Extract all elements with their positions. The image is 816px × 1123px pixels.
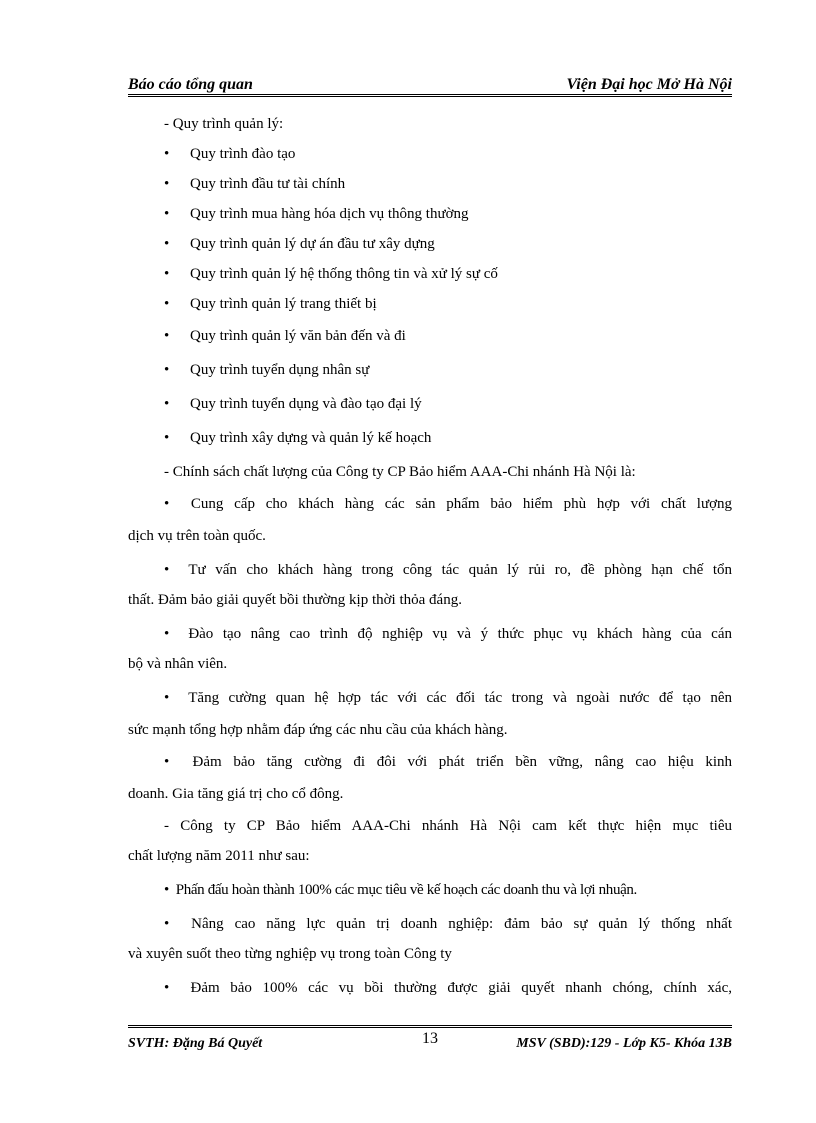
goal-item-line: • Đảm bảo 100% các vụ bồi thường được giải quyết nhanh chóng, chính xác,: [164, 980, 732, 996]
list-item: • Quy trình đào tạo: [164, 146, 296, 162]
policy-item-line: • Đảm bảo tăng cường đi đôi với phát triển bền vững, nâng cao hiệu kinh: [164, 754, 732, 770]
list-item: • Quy trình tuyển dụng nhân sự: [164, 362, 370, 378]
policy-item-line: • Tăng cường quan hệ hợp tác với các đối tác trong và ngoài nước để tạo nên: [164, 690, 733, 706]
policy-item-line: dịch vụ trên toàn quốc.: [128, 528, 266, 544]
policy-item-line: • Cung cấp cho khách hàng các sản phẩm bảo hiểm phù hợp với chất lượng: [164, 496, 733, 512]
list-item: • Quy trình quản lý dự án đầu tư xây dựng: [164, 236, 435, 252]
page-number: 13: [422, 1030, 438, 1047]
goal-item-line: • Phấn đấu hoàn thành 100% các mục tiêu về kế hoạch các doanh thu và lợi nhuận.: [164, 882, 637, 898]
commit-line: chất lượng năm 2011 như sau:: [128, 848, 310, 864]
list-item: • Quy trình quản lý văn bản đến và đi: [164, 328, 406, 344]
commit-line: - Công ty CP Bảo hiểm AAA-Chi nhánh Hà Nội cam kết thực hiện mục tiêu: [164, 818, 732, 834]
policy-item-line: sức mạnh tổng hợp nhằm đáp ứng các nhu cầu của khách hàng.: [128, 722, 508, 738]
page-header: [128, 72, 732, 97]
policy-item-line: thất. Đảm bảo giải quyết bồi thường kịp thời thỏa đáng.: [128, 592, 462, 608]
list-item: • Quy trình quản lý trang thiết bị: [164, 296, 377, 312]
header-institution: Viện Đại học Mở Hà Nội: [566, 76, 732, 93]
page-footer: [128, 1025, 732, 1054]
policy-item-line: • Tư vấn cho khách hàng trong công tác quản lý rủi ro, đề phòng hạn chế tổn: [164, 562, 732, 578]
goal-item-line: và xuyên suốt theo từng nghiệp vụ trong toàn Công ty: [128, 946, 452, 962]
list-item: • Quy trình mua hàng hóa dịch vụ thông thường: [164, 206, 469, 222]
policy-item-line: doanh. Gia tăng giá trị cho cổ đông.: [128, 786, 344, 802]
list-item: • Quy trình quản lý hệ thống thông tin và xử lý sự cố: [164, 266, 498, 282]
process-heading: - Quy trình quản lý:: [164, 116, 284, 132]
policy-item-line: bộ và nhân viên.: [128, 656, 228, 672]
list-item: • Quy trình tuyển dụng và đào tạo đại lý: [164, 396, 422, 412]
list-item: • Quy trình đầu tư tài chính: [164, 176, 346, 192]
list-item: • Quy trình xây dựng và quản lý kế hoạch: [164, 430, 432, 446]
footer-student-id: MSV (SBD):129 - Lớp K5- Khóa 13B: [516, 1036, 732, 1051]
header-title: Báo cáo tổng quan: [128, 76, 253, 93]
policy-heading: - Chính sách chất lượng của Công ty CP Bảo hiểm AAA-Chi nhánh Hà Nội là:: [164, 464, 636, 480]
footer-student: SVTH: Đặng Bá Quyết: [128, 1036, 263, 1051]
policy-item-line: • Đào tạo nâng cao trình độ nghiệp vụ và ý thức phục vụ khách hàng của cán: [164, 626, 732, 642]
goal-item-line: • Nâng cao năng lực quản trị doanh nghiệp: đảm bảo sự quản lý thống nhất: [164, 916, 733, 932]
